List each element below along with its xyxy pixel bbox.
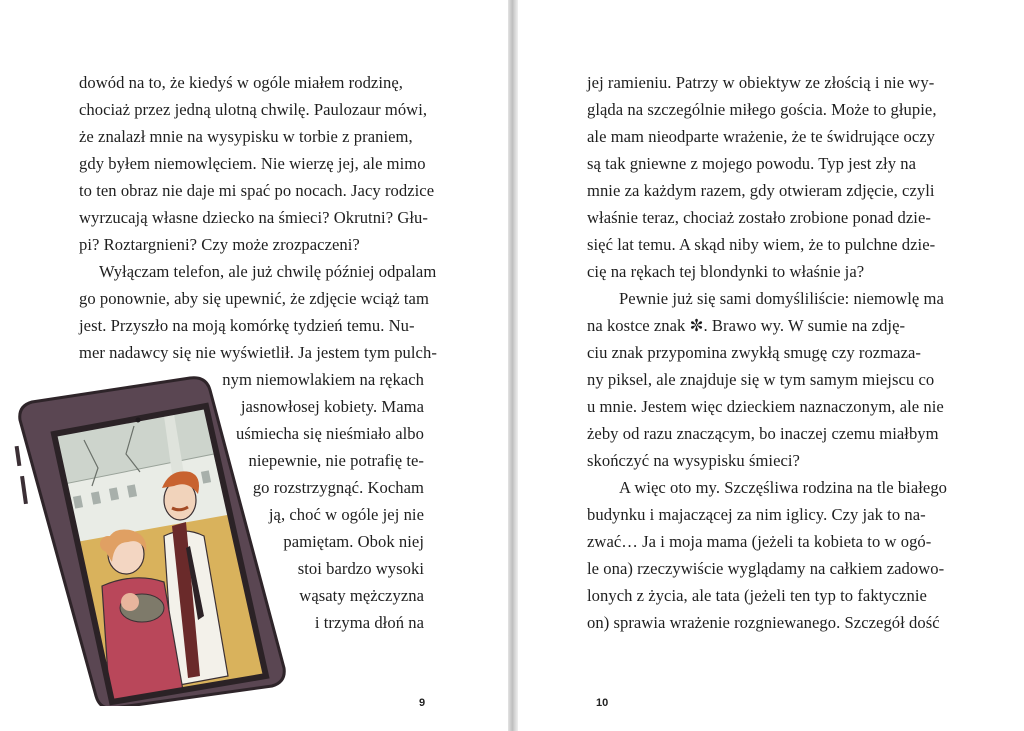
text-line: właśnie teraz, chociaż zostało zrobione ponad dzie- — [587, 208, 931, 227]
text-line: że znalazł mnie na wysypisku w torbie z praniem, — [79, 127, 413, 146]
text-line: wyrzucają własne dziecko na śmieci? Okrutni? Głu- — [79, 208, 428, 227]
text-line: ny piksel, ale znajduje się w tym samym miejscu co — [587, 370, 935, 389]
text-line: go rozstrzygnąć. Kocham — [252, 478, 424, 497]
text-line: le ona) rzeczywiście wyglądamy na całkiem zadowo- — [587, 559, 945, 578]
left-page — [0, 0, 508, 731]
text-line: skończyć na wysypisku śmieci? — [587, 451, 800, 470]
text-line: pamiętam. Obok niej — [283, 532, 424, 551]
text-line: lonych z życia, ale tata (jeżeli ten typ to faktycznie — [587, 586, 927, 605]
text-line: mnie za każdym razem, gdy otwieram zdjęcie, czyli — [587, 181, 935, 200]
text-line: gdy byłem niemowlęciem. Nie wierzę jej, ale mimo — [79, 154, 426, 173]
text-line: cię na rękach tej blondynki to właśnie ja? — [587, 262, 865, 281]
text-line: Pewnie już się sami domyśliliście: niemowlę ma — [619, 289, 944, 308]
text-line: wąsaty mężczyzna — [299, 586, 424, 605]
smartphone-photo-icon — [14, 376, 304, 706]
text-line: i trzyma dłoń na — [314, 613, 424, 632]
text-line: niepewnie, nie potrafię te- — [248, 451, 424, 470]
text-line: dowód na to, że kiedyś w ogóle miałem rodzinę, — [79, 73, 403, 92]
text-line: sięć lat temu. A skąd niby wiem, że to pulchne dzie- — [587, 235, 936, 254]
page-number: 10 — [596, 697, 609, 709]
text-line: budynku i majaczącej za nim iglicy. Czy jak to na- — [587, 505, 926, 524]
text-line: nym niemowlakiem na rękach — [222, 370, 424, 389]
text-line: u mnie. Jestem więc dzieckiem naznaczonym, ale nie — [587, 397, 944, 416]
text-line: gląda na szczególnie miłego gościa. Może to głupie, — [587, 100, 937, 119]
text-line: jej ramieniu. Patrzy w obiektyw ze złością i nie wy- — [587, 73, 935, 92]
text-line: na kostce znak ✼. Brawo wy. W sumie na zdję- — [587, 316, 906, 335]
text-line: go ponownie, aby się upewnić, że zdjęcie wciąż tam — [79, 289, 429, 308]
text-line: pi? Roztargnieni? Czy może zrozpaczeni? — [79, 235, 360, 254]
text-line: on) sprawia wrażenie rozgniewanego. Szczegół dość — [587, 613, 940, 632]
text-line: stoi bardzo wysoki — [297, 559, 424, 578]
text-line: to ten obraz nie daje mi spać po nocach. Jacy rodzice — [79, 181, 435, 200]
text-line: jasnowłosej kobiety. Mama — [240, 397, 424, 416]
text-line: ciu znak przypomina zwykłą smugę czy rozmaza- — [587, 343, 921, 362]
text-line: mer nadawcy się nie wyświetlił. Ja jestem tym pulch- — [79, 343, 437, 362]
text-line: ale mam nieodparte wrażenie, że te świdrujące oczy — [587, 127, 936, 146]
right-page — [518, 0, 1024, 731]
book-gutter — [508, 0, 518, 731]
page-number: 9 — [419, 697, 426, 709]
text-line: jest. Przyszło na moją komórkę tydzień temu. Nu- — [79, 316, 415, 335]
text-line: uśmiecha się nieśmiało albo — [236, 424, 424, 443]
text-line: Wyłączam telefon, ale już chwilę później odpalam — [99, 262, 437, 281]
text-line: A więc oto my. Szczęśliwa rodzina na tle białego — [619, 478, 948, 497]
text-line: chociaż przez jedną ulotną chwilę. Paulozaur mówi, — [79, 100, 428, 119]
text-line: żeby od razu znaczącym, bo inaczej czemu miałbym — [587, 424, 939, 443]
text-line: są tak gniewne z mojego powodu. Typ jest zły na — [587, 154, 916, 173]
text-line: ją, choć w ogóle jej nie — [268, 505, 424, 524]
text-line: zwać… Ja i moja mama (jeżeli ta kobieta to w ogó- — [587, 532, 932, 551]
